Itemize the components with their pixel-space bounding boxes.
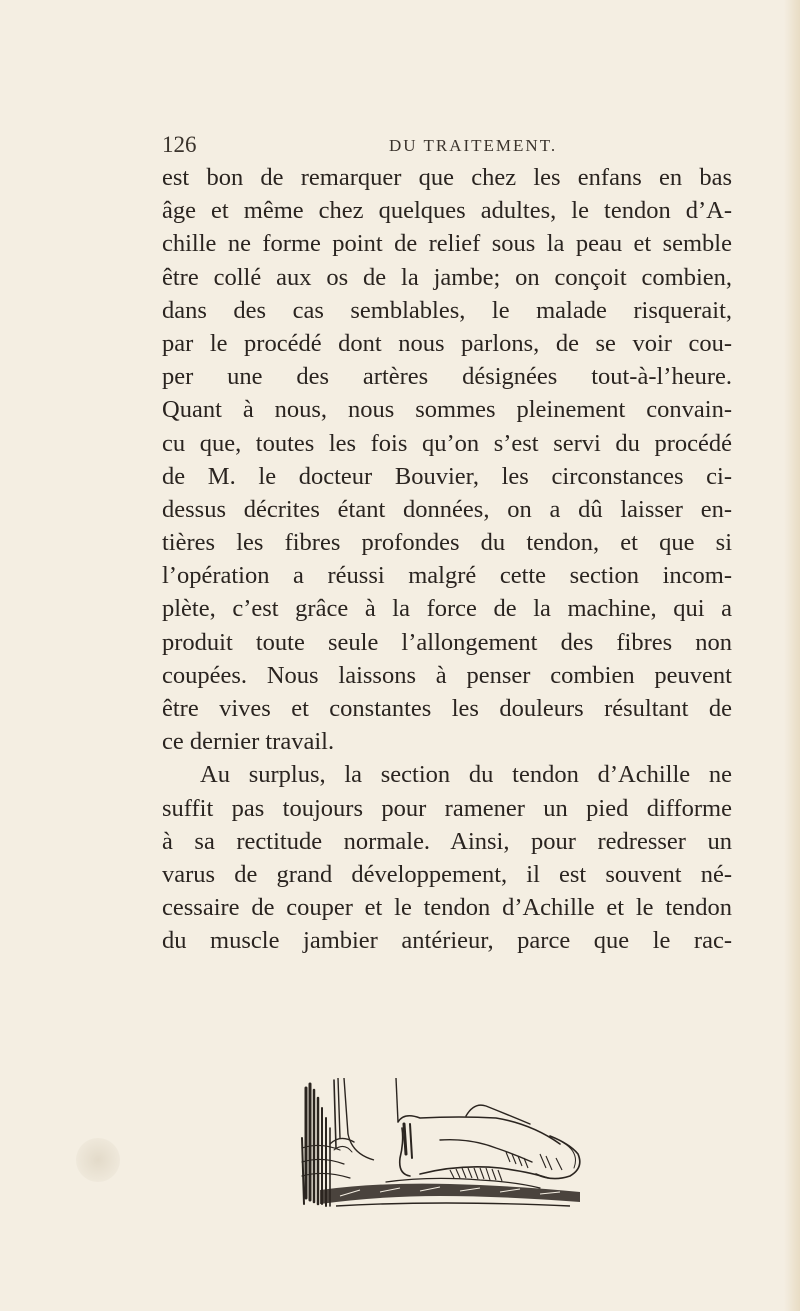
text-line: âge et même chez quelques adultes, le tendon d’A- <box>162 197 732 225</box>
text-line: à sa rectitude normale. Ainsi, pour redresser un <box>162 827 732 855</box>
text-line: du muscle jambier antérieur, parce que le rac- <box>162 927 732 955</box>
running-title: DU TRAITEMENT. <box>389 136 558 155</box>
text-line: tières les fibres profondes du tendon, et que si <box>162 529 732 557</box>
text-line: l’opération a réussi malgré cette section incom- <box>162 562 732 590</box>
text-line: Au surplus, la section du tendon d’Achille ne <box>200 761 732 789</box>
page-number: 126 <box>162 132 197 157</box>
text-line: être collé aux os de la jambe; on conçoit combien, <box>162 263 732 291</box>
text-line: suffit pas toujours pour ramener un pied difforme <box>162 794 732 822</box>
text-line: plète, c’est grâce à la force de la machine, qui a <box>162 595 732 623</box>
text-line: per une des artères désignées tout-à-l’heure. <box>162 363 732 391</box>
engraving-club-foot-icon <box>300 1078 620 1213</box>
text-line: cessaire de couper et le tendon d’Achille et le tendon <box>162 894 732 922</box>
text-line: dessus décrites étant données, on a dû laisser en- <box>162 495 732 523</box>
page-edge <box>784 0 800 1311</box>
text-line: produit toute seule l’allongement des fibres non <box>162 628 732 656</box>
text-line: chille ne forme point de relief sous la peau et semble <box>162 230 732 258</box>
text-line: de M. le docteur Bouvier, les circonstances ci- <box>162 462 732 490</box>
text-line: par le procédé dont nous parlons, de se voir cou- <box>162 329 732 357</box>
text-line: être vives et constantes les douleurs résultant de <box>162 695 732 722</box>
text-line: coupées. Nous laissons à penser combien peuvent <box>162 661 732 689</box>
text-line: est bon de remarquer que chez les enfans en bas <box>162 164 732 191</box>
text-line: cu que, toutes les fois qu’on s’est servi du procédé <box>162 429 732 457</box>
engraving-illustration <box>300 1078 620 1213</box>
text-line: dans des cas semblables, le malade risquerait, <box>162 296 732 324</box>
text-line: varus de grand développement, il est souvent né- <box>162 860 732 888</box>
text-line: ce dernier travail. <box>162 728 335 756</box>
body-text <box>162 161 732 958</box>
paper-stain <box>76 1138 120 1182</box>
text-line: Quant à nous, nous sommes pleinement convain- <box>162 396 732 424</box>
